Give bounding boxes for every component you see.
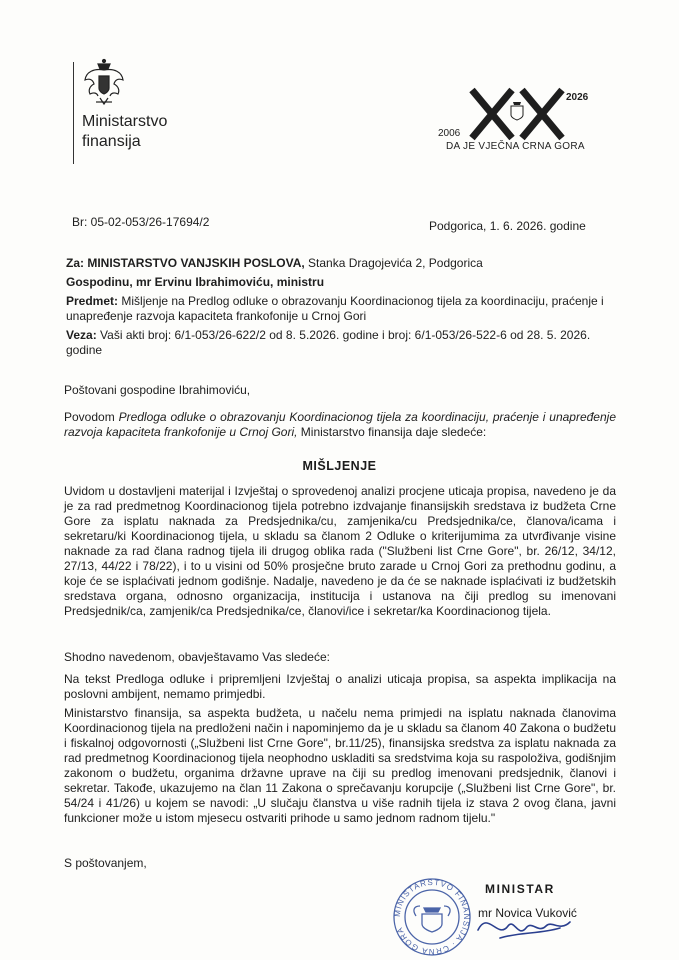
ministry-name-line2: finansija xyxy=(82,133,141,150)
salutation: Poštovani gospodine Ibrahimoviću, xyxy=(64,383,251,397)
signatory-name: mr Novica Vuković xyxy=(478,906,577,920)
recipient-organization: MINISTARSTVO VANJSKIH POSLOVA, xyxy=(87,256,305,270)
paragraph-4: Ministarstvo finansija, sa aspekta budžeta, u načelu nema primjedi na isplatu naknada članovima Koordinacionog tijela na predloženi način i napominjemo da je u skladu sa članom 40 Zakona o budžetu i fiskalnoj odgovornosti („Službeni list Crne Gore", br.11/25), finansijska sredstva za isplatu naknada za rad predmetnog Koordinacionog tijela neophodno uskladiti sa sredstvima koja su raspoloživa, godišnjim zakonom o budžetu, organima državne uprave na čiji su predlog imenovani predsjednik, članovi i sekretar. Takođe, ukazujemo na član 11 Zakona o sprečavanju korupcije („Službeni list Crne Gore", br. 54/24 i 41/26) u kojem se navodi: „U slučaju članstva u više radnih tijela iz stava 2 ovog člana, javni funkcioner može u istom mjesecu ostvariti prihode u samo jednom radnom tijelu." xyxy=(64,706,616,825)
intro-italic: Predloga odluke o obrazovanju Koordinacionog tijela za koordinaciju, praćenje i unapređenje razvoja kapaciteta frankofonije u Crnoj Gori, xyxy=(64,410,616,439)
anniversary-tagline: DA JE VJEČNA CRNA GORA xyxy=(446,141,585,152)
anniversary-year-right: 2026 xyxy=(566,92,589,103)
intro-pre: Povodom xyxy=(64,410,115,424)
ministry-name-line1: Ministarstvo xyxy=(82,113,168,130)
closing: S poštovanjem, xyxy=(64,856,147,870)
anniversary-year-left: 2006 xyxy=(438,128,461,139)
za-label: Za: xyxy=(66,256,84,270)
opinion-heading: MIŠLJENJE xyxy=(302,459,377,473)
paragraph-2: Shodno navedenom, obavještavamo Vas sledeće: xyxy=(64,650,330,664)
reference-line xyxy=(66,328,626,358)
intro-post: Ministarstvo finansija daje sledeće: xyxy=(300,425,487,439)
subject-label: Predmet: xyxy=(66,294,119,308)
ministry-name xyxy=(82,112,167,152)
recipient-address: Stanka Dragojevića 2, Podgorica xyxy=(308,256,483,270)
place-and-date: Podgorica, 1. 6. 2026. godine xyxy=(429,219,586,233)
recipient-person: Gospodinu, mr Ervinu Ibrahimoviću, ministru xyxy=(66,275,325,289)
address-block xyxy=(66,256,626,362)
coat-of-arms-icon xyxy=(82,58,126,108)
subject-line xyxy=(66,294,626,324)
stamp-ring-text: MINISTARSTVO FINANSIJA · CRNA GORA xyxy=(392,877,472,957)
letterhead-divider xyxy=(73,62,74,164)
recipient-organization-line xyxy=(66,256,626,271)
handwritten-signature xyxy=(470,900,580,950)
paragraph-1: Uvidom u dostavljeni materijal i Izvještaj o sprovedenoj analizi procjene uticaja propisa, navedeno je da je za rad predmetnog Koordinacionog tijela potrebno izdvajanje finansijskih sredstava iz budžeta Crne Gore za isplatu naknada za Predsjednika/cu, zamjenika/cu Predsjednika/ce, članova/icama i sekretaru/ki Koordinacionog tijela, u skladu sa članom 2 Odluke o kriterijumima za utvrđivanje visine naknade za rad člana radnog tijela ili drugog oblika rada ("Službeni list Crne Gore", br. 26/12, 34/12, 27/13, 44/22 i 78/22), i to u visini od 50% prosječne bruto zarade u Crnoj Gori za prethodnu godinu, a koje će se isplaćivati jednom godišnje. Nadalje, navedeno je da će se naknade isplaćivati iz budžetskih sredstava organa, odnosno organizacija, institucija i ustanova na čiji predlog su imenovani Predsjednik/ca, zamjenik/ca Predsjednika/ce, članovi/ice i sekretar/ka Koordinacionog tijela. xyxy=(64,484,616,618)
signatory-title: MINISTAR xyxy=(485,882,555,896)
subject-text: Mišljenje na Predlog odluke o obrazovanju Koordinacionog tijela za koordinaciju, praćenje i unapređenje razvoja kapaciteta frankofonije u Crnoj Gori xyxy=(66,294,604,323)
paragraph-3: Na tekst Predloga odluke i pripremljeni Izvještaj o analizi uticaja propisa, sa aspekta implikacija na poslovni ambijent, nemamo primjedbi. xyxy=(64,672,616,701)
official-stamp-icon xyxy=(386,874,478,960)
intro-paragraph xyxy=(64,410,616,440)
reference-text: Vaši akti broj: 6/1-053/26-622/2 od 8. 5.2026. godine i broj: 6/1-053/26-522-6 od 28. 5. 2026. godine xyxy=(66,328,591,357)
reference-label: Veza: xyxy=(66,328,97,342)
reference-number: Br: 05-02-053/26-17694/2 xyxy=(72,215,210,229)
